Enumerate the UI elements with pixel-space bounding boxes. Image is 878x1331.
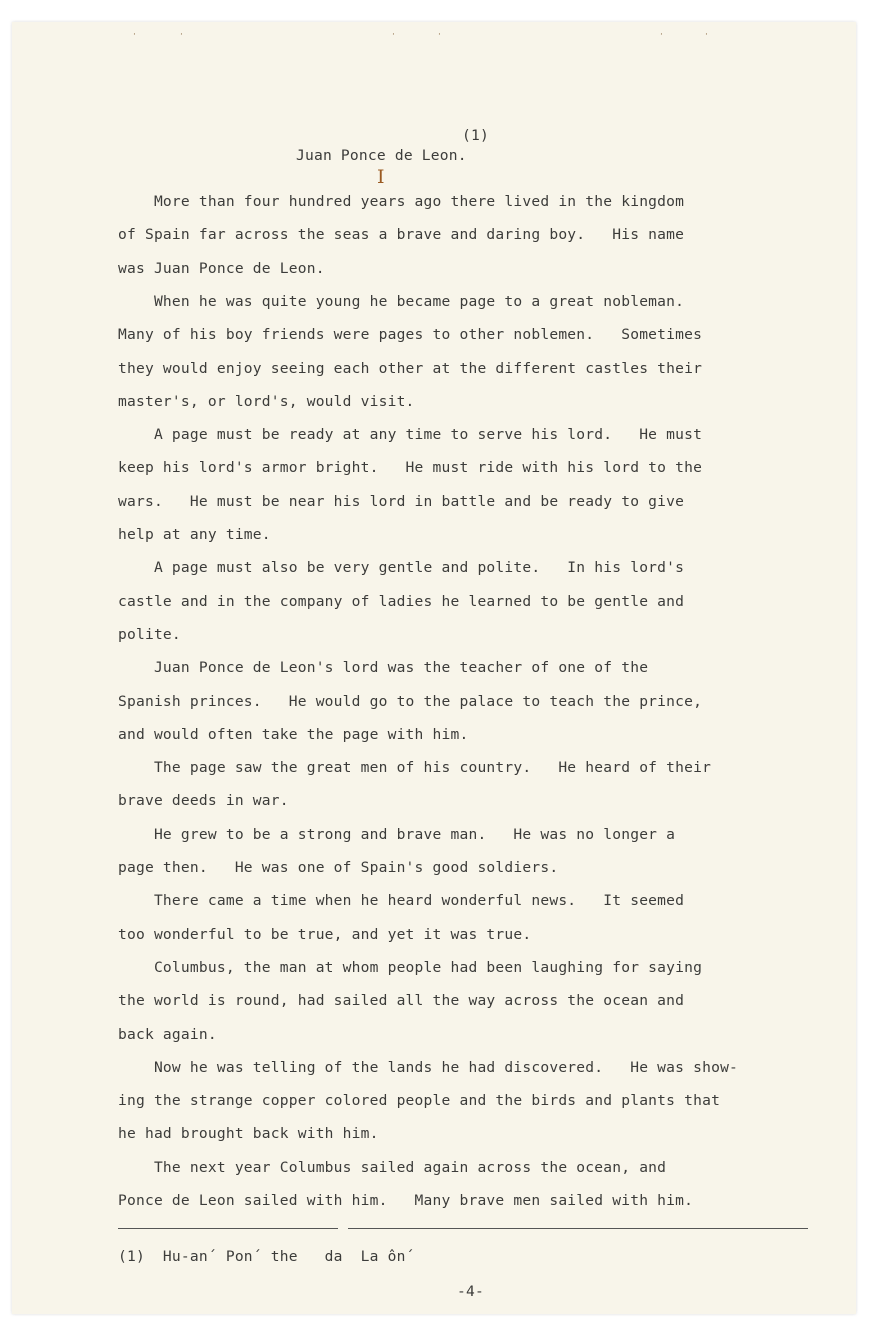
text-line: he had brought back with him. xyxy=(118,1125,379,1143)
text-line: master's, or lord's, would visit. xyxy=(118,392,415,410)
text-line: help at any time. xyxy=(118,526,271,543)
text-line: Ponce de Leon sailed with him. Many brave men sailed with him. xyxy=(118,1192,694,1209)
chapter-numeral: I xyxy=(377,166,385,188)
text-line: the world is round, had sailed all the way across the ocean and xyxy=(118,992,685,1010)
text-line: polite. xyxy=(118,625,181,643)
text-line: There came a time when he heard wonderful news. It seemed xyxy=(118,892,685,910)
text-line: was Juan Ponce de Leon. xyxy=(118,259,325,277)
text-line: brave deeds in war. xyxy=(118,792,289,810)
text-line: He grew to be a strong and brave man. He was no longer a xyxy=(118,825,676,843)
text-line: Many of his boy friends were pages to other noblemen. Sometimes xyxy=(118,326,703,344)
text-line: The page saw the great men of his country. He heard of their xyxy=(118,759,712,777)
text-line: back again. xyxy=(118,1025,217,1043)
footnote-rule xyxy=(118,1228,338,1229)
text-line: castle and in the company of ladies he learned to be gentle and xyxy=(118,592,685,610)
text-line: page then. He was one of Spain's good soldiers. xyxy=(118,859,559,876)
paper-mark: · xyxy=(660,30,663,40)
page-number: -4- xyxy=(457,1283,484,1300)
text-line: Spanish princes. He would go to the palace to teach the prince, xyxy=(118,692,703,710)
text-line: More than four hundred years ago there lived in the kingdom xyxy=(118,193,685,210)
text-line: The next year Columbus sailed again across the ocean, and xyxy=(118,1158,667,1176)
text-line: they would enjoy seeing each other at the different castles their xyxy=(118,359,703,377)
page-title: Juan Ponce de Leon. xyxy=(296,147,467,164)
footnote-rule xyxy=(348,1228,808,1229)
paper-mark: · xyxy=(705,30,708,40)
paper-mark: · xyxy=(133,30,136,40)
text-line: When he was quite young he became page to a great nobleman. xyxy=(118,292,685,310)
text-line: wars. He must be near his lord in battle and be ready to give xyxy=(118,492,685,510)
text-line: Now he was telling of the lands he had discovered. He was show- xyxy=(118,1058,739,1076)
text-line: Juan Ponce de Leon's lord was the teacher of one of the xyxy=(118,659,649,677)
paper-mark: · xyxy=(438,30,441,40)
title-footnote-marker: (1) xyxy=(462,127,489,144)
footnote: (1) Hu-an´ Pon´ the da La ôn´ xyxy=(118,1248,415,1265)
text-line: Columbus, the man at whom people had been laughing for saying xyxy=(118,958,703,976)
text-line: A page must be ready at any time to serve his lord. He must xyxy=(118,426,703,444)
text-line: A page must also be very gentle and polite. In his lord's xyxy=(118,559,685,577)
text-line: ing the strange copper colored people and the birds and plants that xyxy=(118,1092,721,1110)
paper-mark: · xyxy=(180,30,183,40)
text-line: too wonderful to be true, and yet it was true. xyxy=(118,925,532,943)
text-line: of Spain far across the seas a brave and daring boy. His name xyxy=(118,226,685,244)
paper-mark: · xyxy=(392,30,395,40)
text-line: keep his lord's armor bright. He must ride with his lord to the xyxy=(118,459,703,477)
text-line: and would often take the page with him. xyxy=(118,725,469,743)
